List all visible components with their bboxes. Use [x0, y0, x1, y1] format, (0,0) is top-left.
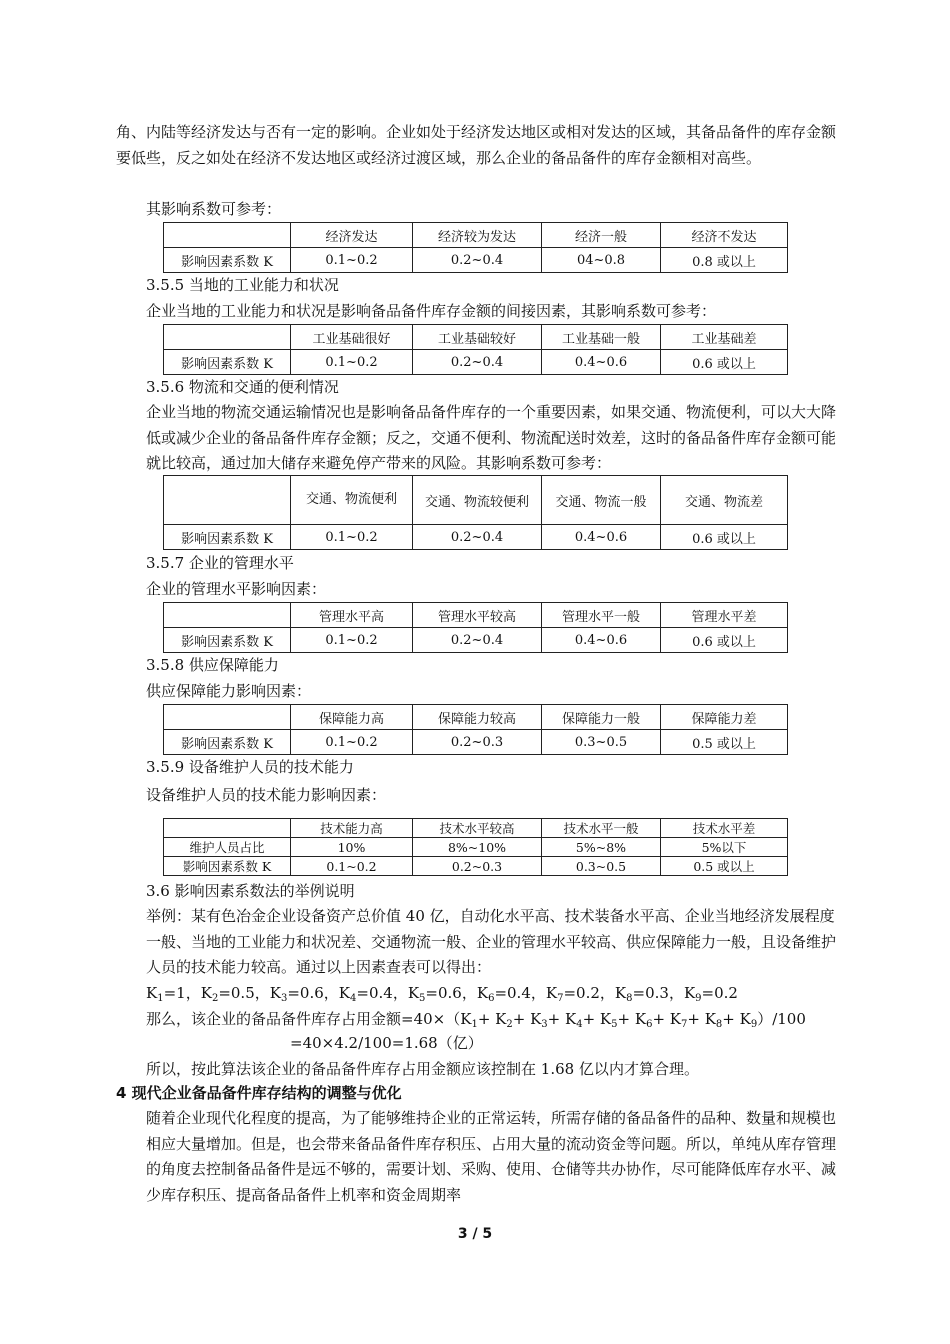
- table-cell: 0.2~0.4: [413, 628, 542, 653]
- table-cell: 经济一般: [542, 223, 661, 248]
- intro-paragraph: 角、内陆等经济发达与否有一定的影响。企业如处于经济发达地区或相对发达的区域，其备品备件的库存金额要低些，反之如处在经济不发达地区或经济过渡区域，那么企业的备品备件的库存金额相对高些。: [116, 123, 837, 167]
- table-cell: 0.5 或以上: [661, 730, 788, 755]
- table-cell: 保障能力一般: [542, 705, 661, 730]
- k5-value: 0.6: [437, 984, 462, 1002]
- section-text-3-5-9: 设备维护人员的技术能力影响因素：: [146, 786, 387, 804]
- k3-value: 0.6: [299, 984, 324, 1002]
- table-row: [164, 350, 788, 375]
- table-cell: 保障能力高: [291, 705, 413, 730]
- table-header-row: [164, 819, 788, 838]
- k6-value: 0.4: [507, 984, 531, 1002]
- table-cell: 0.2~0.4: [413, 248, 542, 273]
- section-heading-3-5-7: 3.5.7 企业的管理水平: [146, 554, 294, 572]
- table-cell: 工业基础很好: [291, 325, 413, 350]
- table-cell: 0.5 或以上: [661, 857, 788, 876]
- table-cell: 交通、物流便利: [291, 476, 413, 525]
- table-cell: [164, 476, 291, 525]
- table-cell: 0.6 或以上: [661, 525, 788, 550]
- table-cell: 经济发达: [291, 223, 413, 248]
- table-cell: 影响因素系数 K: [164, 730, 291, 755]
- table-cell: 0.2~0.4: [413, 350, 542, 375]
- table-cell: 5%~8%: [542, 838, 661, 857]
- table-cell: 0.3~0.5: [542, 857, 661, 876]
- table-header-row: [164, 476, 788, 525]
- table-cell: 工业基础差: [661, 325, 788, 350]
- table-cell: 管理水平差: [661, 603, 788, 628]
- example-paragraph: 举例：某有色冶金企业设备资产总价值 40 亿，自动化水平高、技术装备水平高、企业当地经济发展程度一般、当地的工业能力和状况差、交通物流一般、企业的管理水平较高、供应保障能力一般，且设备维护人员的技术能力较高。通过以上因素查表可以得出：: [146, 907, 837, 976]
- table-cell: [164, 819, 291, 838]
- table-cell: 交通、物流一般: [542, 476, 661, 525]
- k8-value: 0.3: [645, 984, 669, 1002]
- table-cell: 经济较为发达: [413, 223, 542, 248]
- industry-coefficient-table: [163, 324, 788, 375]
- table-cell: 影响因素系数 K: [164, 350, 291, 375]
- formula-result-line: =40×4.2/100=1.68（亿）: [290, 1034, 483, 1052]
- table-cell: 技术水平一般: [542, 819, 661, 838]
- table-cell: 0.2~0.3: [413, 857, 542, 876]
- table-cell: 0.1~0.2: [291, 350, 413, 375]
- section-heading-4: 4 现代企业备品备件库存结构的调整与优化: [116, 1084, 402, 1102]
- formula-suffix: ）/100: [757, 1010, 806, 1028]
- management-coefficient-table: [163, 602, 788, 653]
- section-heading-3-5-9: 3.5.9 设备维护人员的技术能力: [146, 758, 354, 776]
- table-row: [164, 525, 788, 550]
- table-cell: 影响因素系数 K: [164, 525, 291, 550]
- k2-value: 0.5: [230, 984, 255, 1002]
- k-values-line: $K_1=1$，$K_2=0.5$，$K_3=0.6$，$K_4=0.4$，$K_5=0.6$，$K_6=0.4$，$K_7=0.2$，$K_8=0.3$，$K_9=0.2$: [146, 984, 738, 1004]
- table-cell: 0.2~0.3: [413, 730, 542, 755]
- table-cell: 交通、物流差: [661, 476, 788, 525]
- table-row: [164, 857, 788, 876]
- formula-prefix: 那么，该企业的备品备件库存占用金额=40×（: [146, 1010, 461, 1028]
- table-cell: [164, 223, 291, 248]
- section-text-3-5-5: 企业当地的工业能力和状况是影响备品备件库存金额的间接因素，其影响系数可参考：: [146, 302, 717, 320]
- table-row: [164, 838, 788, 857]
- economy-coefficient-table: [163, 222, 788, 273]
- conclusion-line: 所以，按此算法该企业的备品备件库存占用金额应该控制在 1.68 亿以内才算合理。: [146, 1060, 699, 1078]
- supply-coefficient-table: [163, 704, 788, 755]
- table-header-row: [164, 325, 788, 350]
- table-cell: 管理水平一般: [542, 603, 661, 628]
- table-cell: 0.4~0.6: [542, 628, 661, 653]
- logistics-coefficient-table: [163, 475, 788, 550]
- table-cell: 保障能力较高: [413, 705, 542, 730]
- intro-reference-line: 其影响系数可参考：: [146, 200, 282, 218]
- table-cell: 工业基础一般: [542, 325, 661, 350]
- table-cell: 8%~10%: [413, 838, 542, 857]
- section-heading-3-5-6: 3.5.6 物流和交通的便利情况: [146, 378, 339, 396]
- table-cell: 技术水平差: [661, 819, 788, 838]
- table-cell: 技术能力高: [291, 819, 413, 838]
- section-heading-3-6: 3.6 影响因素系数法的举例说明: [146, 882, 355, 900]
- section-text-3-5-8: 供应保障能力影响因素：: [146, 682, 312, 700]
- table-cell: 经济不发达: [661, 223, 788, 248]
- table-cell: 0.6 或以上: [661, 350, 788, 375]
- section-heading-3-5-8: 3.5.8 供应保障能力: [146, 656, 279, 674]
- k4-value: 0.4: [368, 984, 393, 1002]
- table-row: [164, 248, 788, 273]
- table-cell: 0.4~0.6: [542, 350, 661, 375]
- technician-coefficient-table: [163, 818, 788, 876]
- table-cell: 5%以下: [661, 838, 788, 857]
- table-cell: 0.1~0.2: [291, 628, 413, 653]
- formula-line: 那么，该企业的备品备件库存占用金额$=40\times(K_1+ K_2+ K_3+ K_4+ K_5+ K_6+ K_7+ K_8+ K_9)/100$: [146, 1010, 806, 1030]
- table-cell: 维护人员占比: [164, 838, 291, 857]
- section-text-4: 随着企业现代化程度的提高，为了能够维持企业的正常运转，所需存储的备品备件的品种、数量和规模也相应大量增加。但是，也会带来备品备件库存积压、占用大量的流动资金等问题。所以，单纯从库存管理的角度去控制备品备件是远不够的，需要计划、采购、使用、仓储等共办协作，尽可能降低库存水平、减少库存积压、提高备品备件上机率和资金周期率: [146, 1109, 837, 1204]
- table-cell: 管理水平高: [291, 603, 413, 628]
- table-header-row: [164, 603, 788, 628]
- table-cell: 0.3~0.5: [542, 730, 661, 755]
- table-cell: [164, 325, 291, 350]
- table-cell: 0.4~0.6: [542, 525, 661, 550]
- page-number: 3 / 5: [457, 1226, 493, 1242]
- table-cell: 04~0.8: [542, 248, 661, 273]
- table-cell: 10%: [291, 838, 413, 857]
- table-cell: [164, 705, 291, 730]
- table-cell: 管理水平较高: [413, 603, 542, 628]
- table-header-row: [164, 223, 788, 248]
- table-cell: 影响因素系数 K: [164, 248, 291, 273]
- table-cell: 保障能力差: [661, 705, 788, 730]
- table-header-row: [164, 705, 788, 730]
- k7-value: 0.2: [576, 984, 600, 1002]
- table-cell: 工业基础较好: [413, 325, 542, 350]
- table-cell: [164, 603, 291, 628]
- table-cell: 交通、物流较便利: [413, 476, 542, 525]
- section-text-3-5-7: 企业的管理水平影响因素：: [146, 580, 327, 598]
- table-row: [164, 730, 788, 755]
- table-row: [164, 628, 788, 653]
- table-cell: 0.6 或以上: [661, 628, 788, 653]
- table-cell: 0.1~0.2: [291, 857, 413, 876]
- table-cell: 技术水平较高: [413, 819, 542, 838]
- table-cell: 影响因素系数 K: [164, 628, 291, 653]
- table-cell: 0.2~0.4: [413, 525, 542, 550]
- table-cell: 0.1~0.2: [291, 248, 413, 273]
- k9-value: 0.2: [714, 984, 738, 1002]
- section-text-3-5-6: 企业当地的物流交通运输情况也是影响备品备件库存的一个重要因素，如果交通、物流便利，可以大大降低或减少企业的备品备件库存金额；反之，交通不便利、物流配送时效差，这时的备品备件库存金额可能就比较高，通过加大储存来避免停产带来的风险。其影响系数可参考：: [146, 403, 837, 472]
- table-cell: 0.1~0.2: [291, 525, 413, 550]
- table-cell: 0.8 或以上: [661, 248, 788, 273]
- table-cell: 影响因素系数 K: [164, 857, 291, 876]
- k1-value: 1: [176, 984, 186, 1002]
- section-heading-3-5-5: 3.5.5 当地的工业能力和状况: [146, 276, 339, 294]
- table-cell: 0.1~0.2: [291, 730, 413, 755]
